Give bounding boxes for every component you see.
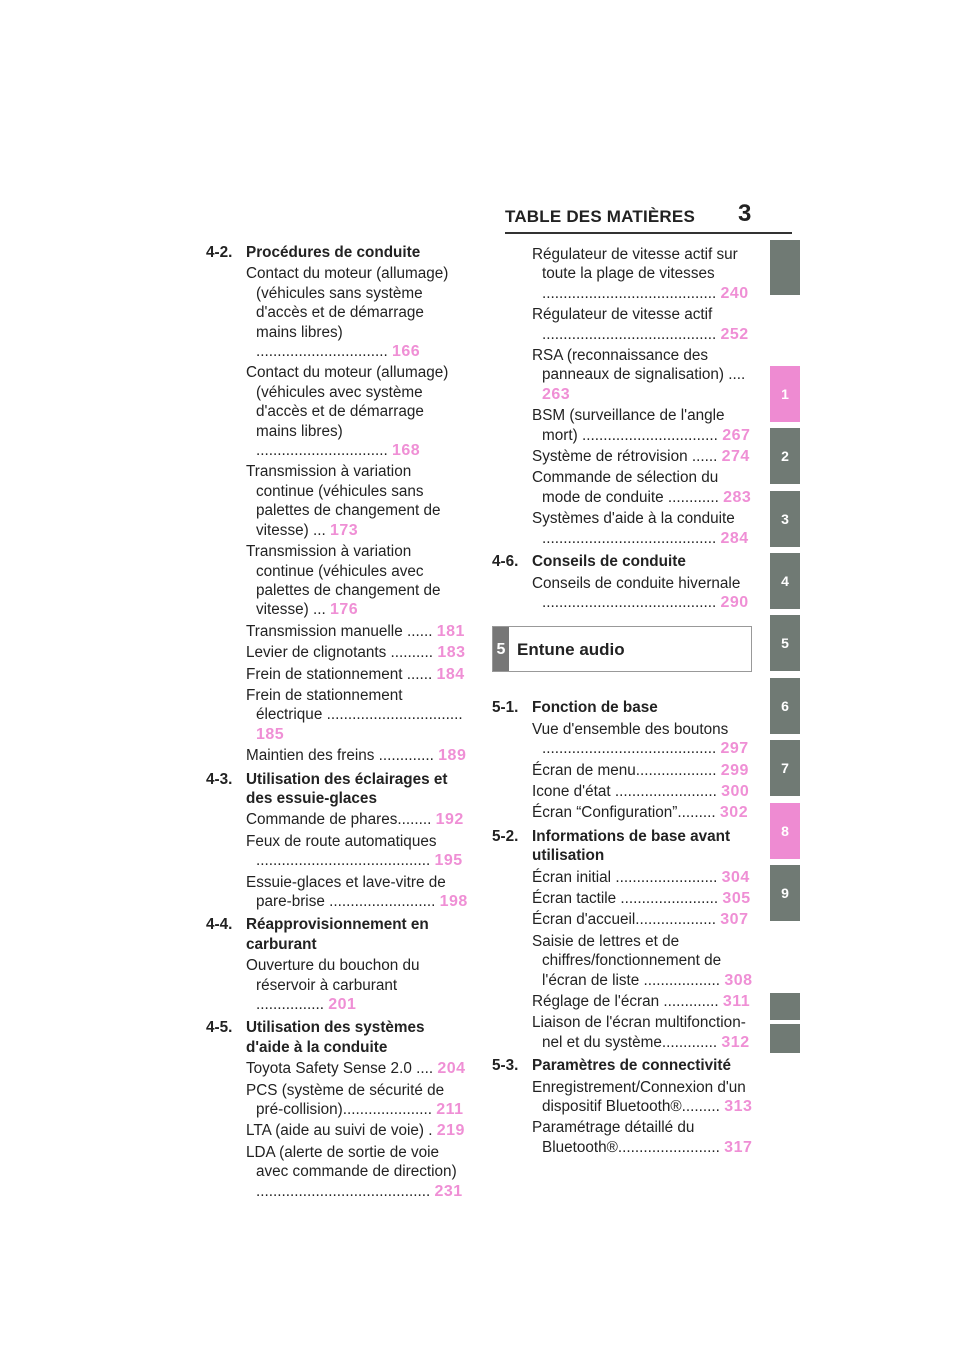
- entry-page-link[interactable]: 308: [724, 971, 753, 989]
- entry-page-link[interactable]: 311: [722, 993, 751, 1010]
- toc-entry[interactable]: [246, 832, 468, 871]
- toc-entry[interactable]: [532, 305, 754, 344]
- toc-entry[interactable]: [246, 1059, 468, 1078]
- toc-entry[interactable]: [532, 245, 754, 303]
- chapter-tab-blank[interactable]: [770, 993, 800, 1020]
- chapter-tab-blank[interactable]: [770, 240, 800, 295]
- entry-page-link[interactable]: 307: [720, 911, 749, 929]
- entry-page-link[interactable]: 201: [328, 996, 357, 1014]
- entry-page-link[interactable]: 267: [722, 426, 751, 444]
- toc-left-column: [206, 243, 468, 1201]
- section-number: 5-1.: [492, 699, 519, 717]
- chapter-tab-5[interactable]: 5: [770, 615, 800, 671]
- page-number: 3: [738, 200, 752, 227]
- chapter-title: Entune audio: [517, 639, 625, 659]
- entry-text: Saisie de lettres et de chiffres/fonctionnement de l'écran de liste ..................: [532, 932, 722, 989]
- toc-entry[interactable]: [246, 542, 468, 620]
- entry-page-link[interactable]: 231: [434, 1182, 463, 1200]
- toc-entry[interactable]: [532, 720, 754, 759]
- chapter-tab-1[interactable]: 1: [770, 366, 800, 422]
- toc-right-column: [492, 243, 754, 1157]
- entry-text: LTA (aide au suivi de voie) .: [246, 1122, 433, 1140]
- section-title: Réapprovisionnement en carburant: [246, 916, 429, 953]
- entry-text: Maintien des freins .............: [246, 747, 434, 765]
- section-title: Conseils de conduite: [532, 553, 686, 571]
- entry-text: Contact du moteur (allumage) (véhicules avec système d'accès et de démarrage mains libres) ...............................: [246, 364, 449, 460]
- chapter-tab-7[interactable]: 7: [770, 740, 800, 796]
- entry-page-link[interactable]: 183: [437, 644, 466, 662]
- entry-text: Transmission à variation continue (véhicules avec palettes de changement de vitesse) ...: [246, 543, 441, 619]
- entry-text: Enregistrement/Connexion d'un dispositif Bluetooth®.........: [532, 1078, 746, 1116]
- entry-text: BSM (surveillance de l'angle mort) ................................: [532, 407, 725, 444]
- toc-entry[interactable]: [532, 346, 754, 404]
- entry-page-link[interactable]: 263: [542, 385, 571, 403]
- entry-page-link[interactable]: 240: [720, 284, 749, 302]
- section-title: Utilisation des éclairages et des essuie-glaces: [246, 770, 448, 807]
- toc-entry[interactable]: [532, 447, 754, 466]
- entry-text: Levier de clignotants ..........: [246, 644, 434, 662]
- entry-page-link[interactable]: 192: [435, 811, 464, 829]
- entry-text: RSA (reconnaissance des panneaux de signalisation) ....: [532, 347, 746, 384]
- chapter-heading[interactable]: [492, 626, 752, 672]
- section-number: 4-4.: [206, 916, 233, 934]
- entry-page-link[interactable]: 168: [392, 442, 421, 460]
- entry-page-link[interactable]: 181: [436, 622, 465, 640]
- toc-entry[interactable]: [246, 665, 468, 684]
- entry-text: Systèmes d'aide à la conduite .........................................: [532, 510, 735, 547]
- entry-text: Frein de stationnement électrique ................................: [246, 686, 463, 724]
- entry-text: Transmission manuelle ......: [246, 622, 433, 640]
- header-rule: [505, 232, 792, 234]
- toc-entry[interactable]: [246, 1121, 468, 1140]
- section-heading: [492, 827, 754, 866]
- entry-page-link[interactable]: 173: [329, 521, 359, 539]
- section-title: Fonction de base: [532, 699, 658, 717]
- toc-entry[interactable]: [532, 868, 754, 887]
- section-title: Procédures de conduite: [246, 244, 421, 261]
- section-title: Informations de base avant utilisation: [532, 827, 731, 865]
- toc-entry[interactable]: [246, 810, 468, 829]
- toc-entry[interactable]: [246, 873, 468, 912]
- entry-page-link[interactable]: 189: [438, 747, 467, 765]
- entry-page-link[interactable]: 184: [436, 665, 465, 683]
- chapter-tab-8[interactable]: 8: [770, 803, 800, 859]
- section-number: 4-3.: [206, 770, 233, 788]
- entry-page-link[interactable]: 274: [721, 448, 750, 466]
- entry-text: Réglage de l'écran .............: [532, 993, 719, 1010]
- entry-text: Écran de menu...................: [532, 761, 717, 779]
- entry-page-link[interactable]: 195: [434, 852, 463, 870]
- entry-page-link[interactable]: 312: [721, 1033, 750, 1051]
- section-heading: [492, 552, 754, 571]
- toc-entry[interactable]: [532, 468, 754, 507]
- entry-text: Écran “Configuration”.........: [532, 804, 716, 822]
- entry-page-link[interactable]: 198: [439, 893, 468, 910]
- entry-text: Écran d'accueil...................: [532, 911, 717, 929]
- entry-page-link[interactable]: 185: [256, 725, 285, 743]
- toc-entry[interactable]: [246, 956, 468, 1014]
- entry-page-link[interactable]: 219: [436, 1122, 465, 1140]
- entry-page-link[interactable]: 290: [720, 593, 749, 611]
- entry-page-link[interactable]: 204: [437, 1060, 466, 1078]
- entry-text: Essuie-glaces et lave-vitre de pare-brise .........................: [246, 873, 446, 910]
- entry-text: Commande de phares........: [246, 811, 432, 829]
- entry-page-link[interactable]: 299: [720, 761, 749, 779]
- toc-entry[interactable]: [532, 932, 754, 990]
- chapter-number: 5: [493, 627, 509, 671]
- entry-text: Régulateur de vitesse actif .........................................: [532, 306, 717, 343]
- entry-text: Icone d'état ........................: [532, 782, 717, 800]
- header-title: TABLE DES MATIÈRES: [505, 207, 695, 226]
- toc-entry[interactable]: [532, 1013, 754, 1052]
- entry-text: Feux de route automatiques .........................................: [246, 832, 437, 870]
- section-heading: [492, 698, 754, 717]
- chapter-tab-blank[interactable]: [770, 1024, 800, 1053]
- entry-text: Frein de stationnement ......: [246, 665, 433, 683]
- toc-entry[interactable]: [532, 1078, 754, 1117]
- section-heading: [206, 1018, 468, 1057]
- section-number: 4-6.: [492, 553, 519, 571]
- section-heading: [206, 243, 468, 262]
- toc-entry[interactable]: [532, 574, 754, 613]
- toc-entry[interactable]: [246, 1081, 468, 1120]
- toc-entry[interactable]: [246, 363, 468, 460]
- entry-text: Liaison de l'écran multifonctionnel et du système.............: [532, 1014, 746, 1051]
- toc-entry[interactable]: [532, 803, 754, 822]
- entry-text: Écran initial ........................: [532, 868, 718, 886]
- entry-page-link[interactable]: 284: [720, 529, 749, 547]
- section-heading: [206, 770, 468, 809]
- section-heading: [492, 1056, 754, 1075]
- entry-text: Système de rétrovision ......: [532, 448, 718, 466]
- chapter-tab-4[interactable]: 4: [770, 553, 800, 609]
- toc-entry[interactable]: [532, 910, 754, 929]
- toc-entry[interactable]: [532, 889, 754, 908]
- entry-text: Commande de sélection du mode de conduite ............: [532, 469, 719, 506]
- chapter-tab-3[interactable]: 3: [770, 491, 800, 547]
- section-title: Utilisation des systèmes d'aide à la conduite: [246, 1019, 425, 1056]
- entry-page-link[interactable]: 313: [724, 1098, 753, 1116]
- toc-entry[interactable]: [246, 746, 468, 765]
- section-heading: [206, 915, 468, 954]
- entry-page-link[interactable]: 252: [720, 325, 749, 343]
- entry-page-link[interactable]: 211: [436, 1101, 464, 1119]
- entry-page-link[interactable]: 305: [722, 889, 751, 907]
- section-number: 5-3.: [492, 1057, 519, 1075]
- entry-text: Ouverture du bouchon du réservoir à carburant ................: [246, 957, 420, 1014]
- toc-entry[interactable]: [532, 761, 754, 780]
- toc-entry[interactable]: [532, 992, 754, 1011]
- entry-page-link[interactable]: 300: [721, 782, 750, 800]
- toc-entry[interactable]: [246, 643, 468, 662]
- entry-page-link[interactable]: 304: [721, 868, 750, 886]
- entry-text: PCS (système de sécurité de pré-collision).....................: [246, 1081, 445, 1119]
- chapter-tab-6[interactable]: 6: [770, 678, 800, 734]
- entry-text: Paramétrage détaillé du Bluetooth®........................: [532, 1119, 720, 1156]
- entry-text: Régulateur de vitesse actif sur toute la plage de vitesses .........................................: [532, 246, 738, 302]
- chapter-tab-2[interactable]: 2: [770, 428, 800, 484]
- entry-page-link[interactable]: 297: [720, 740, 749, 758]
- toc-entry[interactable]: [532, 509, 754, 548]
- chapter-tab-9[interactable]: 9: [770, 865, 800, 921]
- entry-page-link[interactable]: 283: [723, 488, 752, 506]
- section-title: Paramètres de connectivité: [532, 1057, 731, 1075]
- toc-entry[interactable]: [246, 686, 468, 744]
- entry-page-link[interactable]: 317: [724, 1138, 753, 1156]
- entry-page-link[interactable]: 302: [719, 804, 749, 822]
- toc-entry[interactable]: [532, 1118, 754, 1157]
- toc-entry[interactable]: [246, 264, 468, 361]
- page-header: [505, 200, 790, 231]
- entry-page-link[interactable]: 166: [392, 343, 421, 361]
- entry-text: LDA (alerte de sortie de voie avec commande de direction) .........................................: [246, 1143, 457, 1200]
- toc-entry[interactable]: [246, 462, 468, 540]
- entry-text: Conseils de conduite hivernale .........................................: [532, 574, 741, 611]
- entry-text: Contact du moteur (allumage) (véhicules sans système d'accès et de démarrage mains libres) ...............................: [246, 265, 449, 361]
- entry-page-link[interactable]: 176: [329, 601, 359, 619]
- section-number: 4-2.: [206, 244, 233, 261]
- toc-entry[interactable]: [246, 622, 468, 641]
- toc-entry[interactable]: [532, 782, 754, 801]
- entry-text: Vue d'ensemble des boutons .........................................: [532, 720, 729, 758]
- toc-entry[interactable]: [532, 406, 754, 445]
- toc-entry[interactable]: [246, 1143, 468, 1201]
- section-number: 4-5.: [206, 1019, 233, 1037]
- section-number: 5-2.: [492, 827, 519, 845]
- entry-text: Transmission à variation continue (véhicules sans palettes de changement de vitesse) ...: [246, 463, 441, 539]
- entry-text: Toyota Safety Sense 2.0 ....: [246, 1060, 434, 1078]
- entry-text: Écran tactile .......................: [532, 889, 719, 907]
